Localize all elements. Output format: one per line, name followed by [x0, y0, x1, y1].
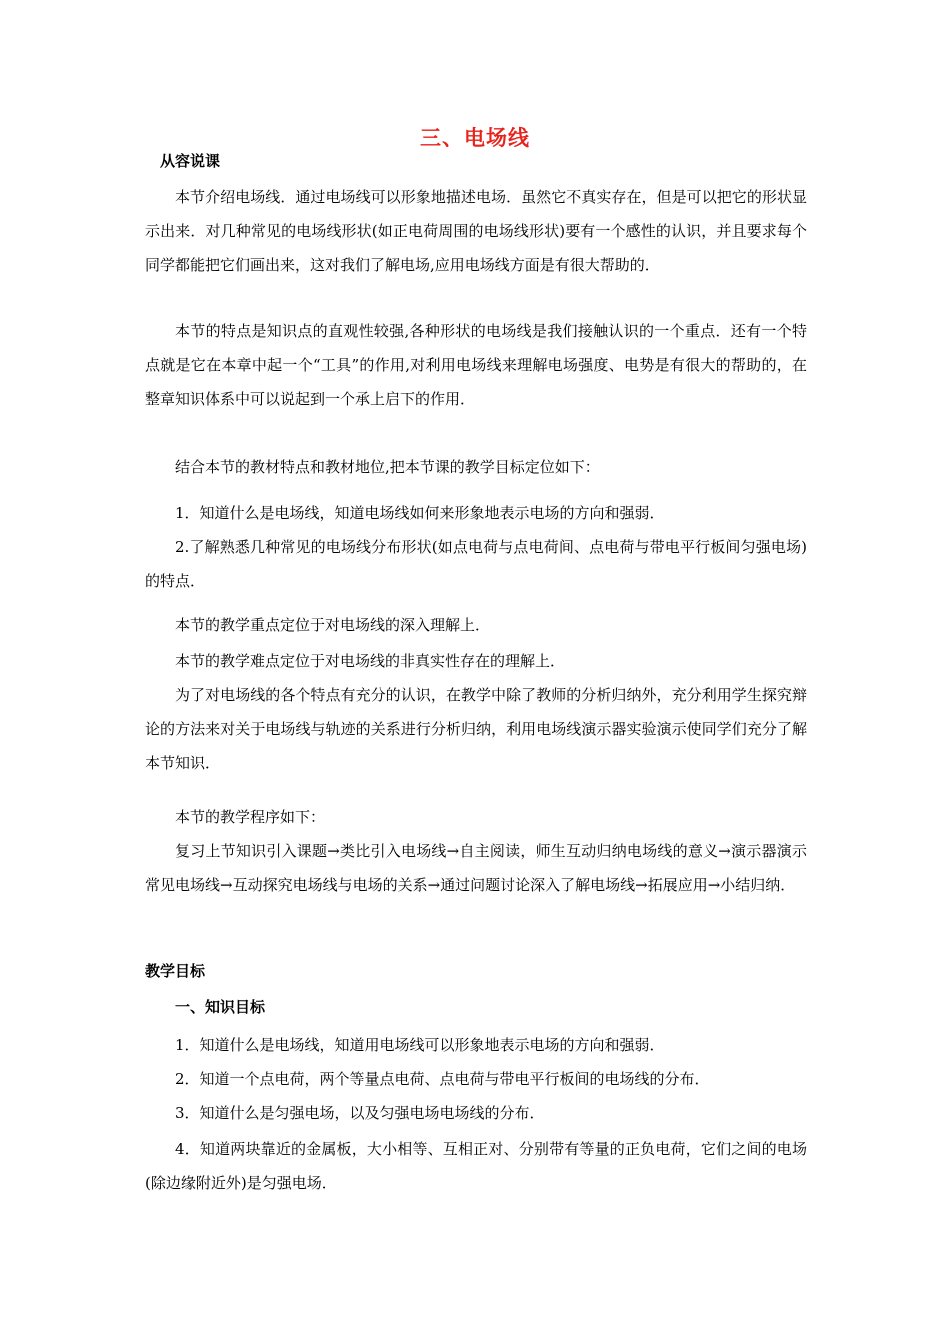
paragraph-key-point: 本节的教学重点定位于对电场线的深入理解上． — [175, 616, 491, 634]
goal-item-3: 3．知道什么是匀强电场，以及匀强电场电场线的分布． — [175, 1104, 545, 1122]
paragraph-goal-2: 2.了解熟悉几种常见的电场线分布形状(如点电荷与点电荷间、点电荷与带电平行板间匀强电场)的特点． — [145, 538, 807, 590]
paragraph-procedure: 复习上节知识引入课题→类比引入电场线→自主阅读，师生互动归纳电场线的意义→演示器演示常见电场线→互动探究电场线与电场的关系→通过问题讨论深入了解电场线→拓展应用→小结归纳． — [145, 842, 807, 894]
goal-item-2: 2．知道一个点电荷，两个等量点电荷、点电荷与带电平行板间的电场线的分布． — [175, 1070, 710, 1088]
paragraph-features: 本节的特点是知识点的直观性较强,各种形状的电场线是我们接触认识的一个重点．还有一个特点就是它在本章中起一个“工具”的作用,对利用电场线来理解电场强度、电势是有很大的帮助的，在整章知识体系中可以说起到一个承上启下的作用． — [145, 322, 807, 408]
goal-item-4: 4．知道两块靠近的金属板，大小相等、互相正对、分别带有等量的正负电荷，它们之间的电场(除边缘附近外)是匀强电场． — [145, 1140, 807, 1192]
document-title: 三、电场线 — [420, 126, 530, 150]
goal-item-1: 1．知道什么是电场线，知道用电场线可以形象地表示电场的方向和强弱． — [175, 1036, 665, 1054]
section-heading-teaching-goals: 教学目标 — [145, 962, 206, 980]
paragraph-goal-intro: 结合本节的教材特点和教材地位,把本节课的教学目标定位如下： — [175, 458, 600, 476]
section-heading-lesson-talk: 从容说课 — [160, 152, 221, 170]
paragraph-method: 为了对电场线的各个特点有充分的认识，在教学中除了教师的分析归纳外，充分利用学生探究辩论的方法来对关于电场线与轨迹的关系进行分析归纳，利用电场线演示器实验演示使同学们充分了解本节知识． — [145, 686, 807, 772]
paragraph-difficulty: 本节的教学难点定位于对电场线的非真实性存在的理解上． — [175, 652, 566, 670]
paragraph-procedure-intro: 本节的教学程序如下： — [175, 808, 326, 826]
paragraph-goal-1: 1．知道什么是电场线，知道电场线如何来形象地表示电场的方向和强弱． — [175, 504, 665, 522]
subheading-knowledge-goals: 一、知识目标 — [175, 998, 266, 1016]
paragraph-intro: 本节介绍电场线．通过电场线可以形象地描述电场．虽然它不真实存在，但是可以把它的形状显示出来．对几种常见的电场线形状(如正电荷周围的电场线形状)要有一个感性的认识，并且要求每个同学都能把它们画出来，这对我们了解电场,应用电场线方面是有很大帮助的． — [145, 188, 807, 274]
